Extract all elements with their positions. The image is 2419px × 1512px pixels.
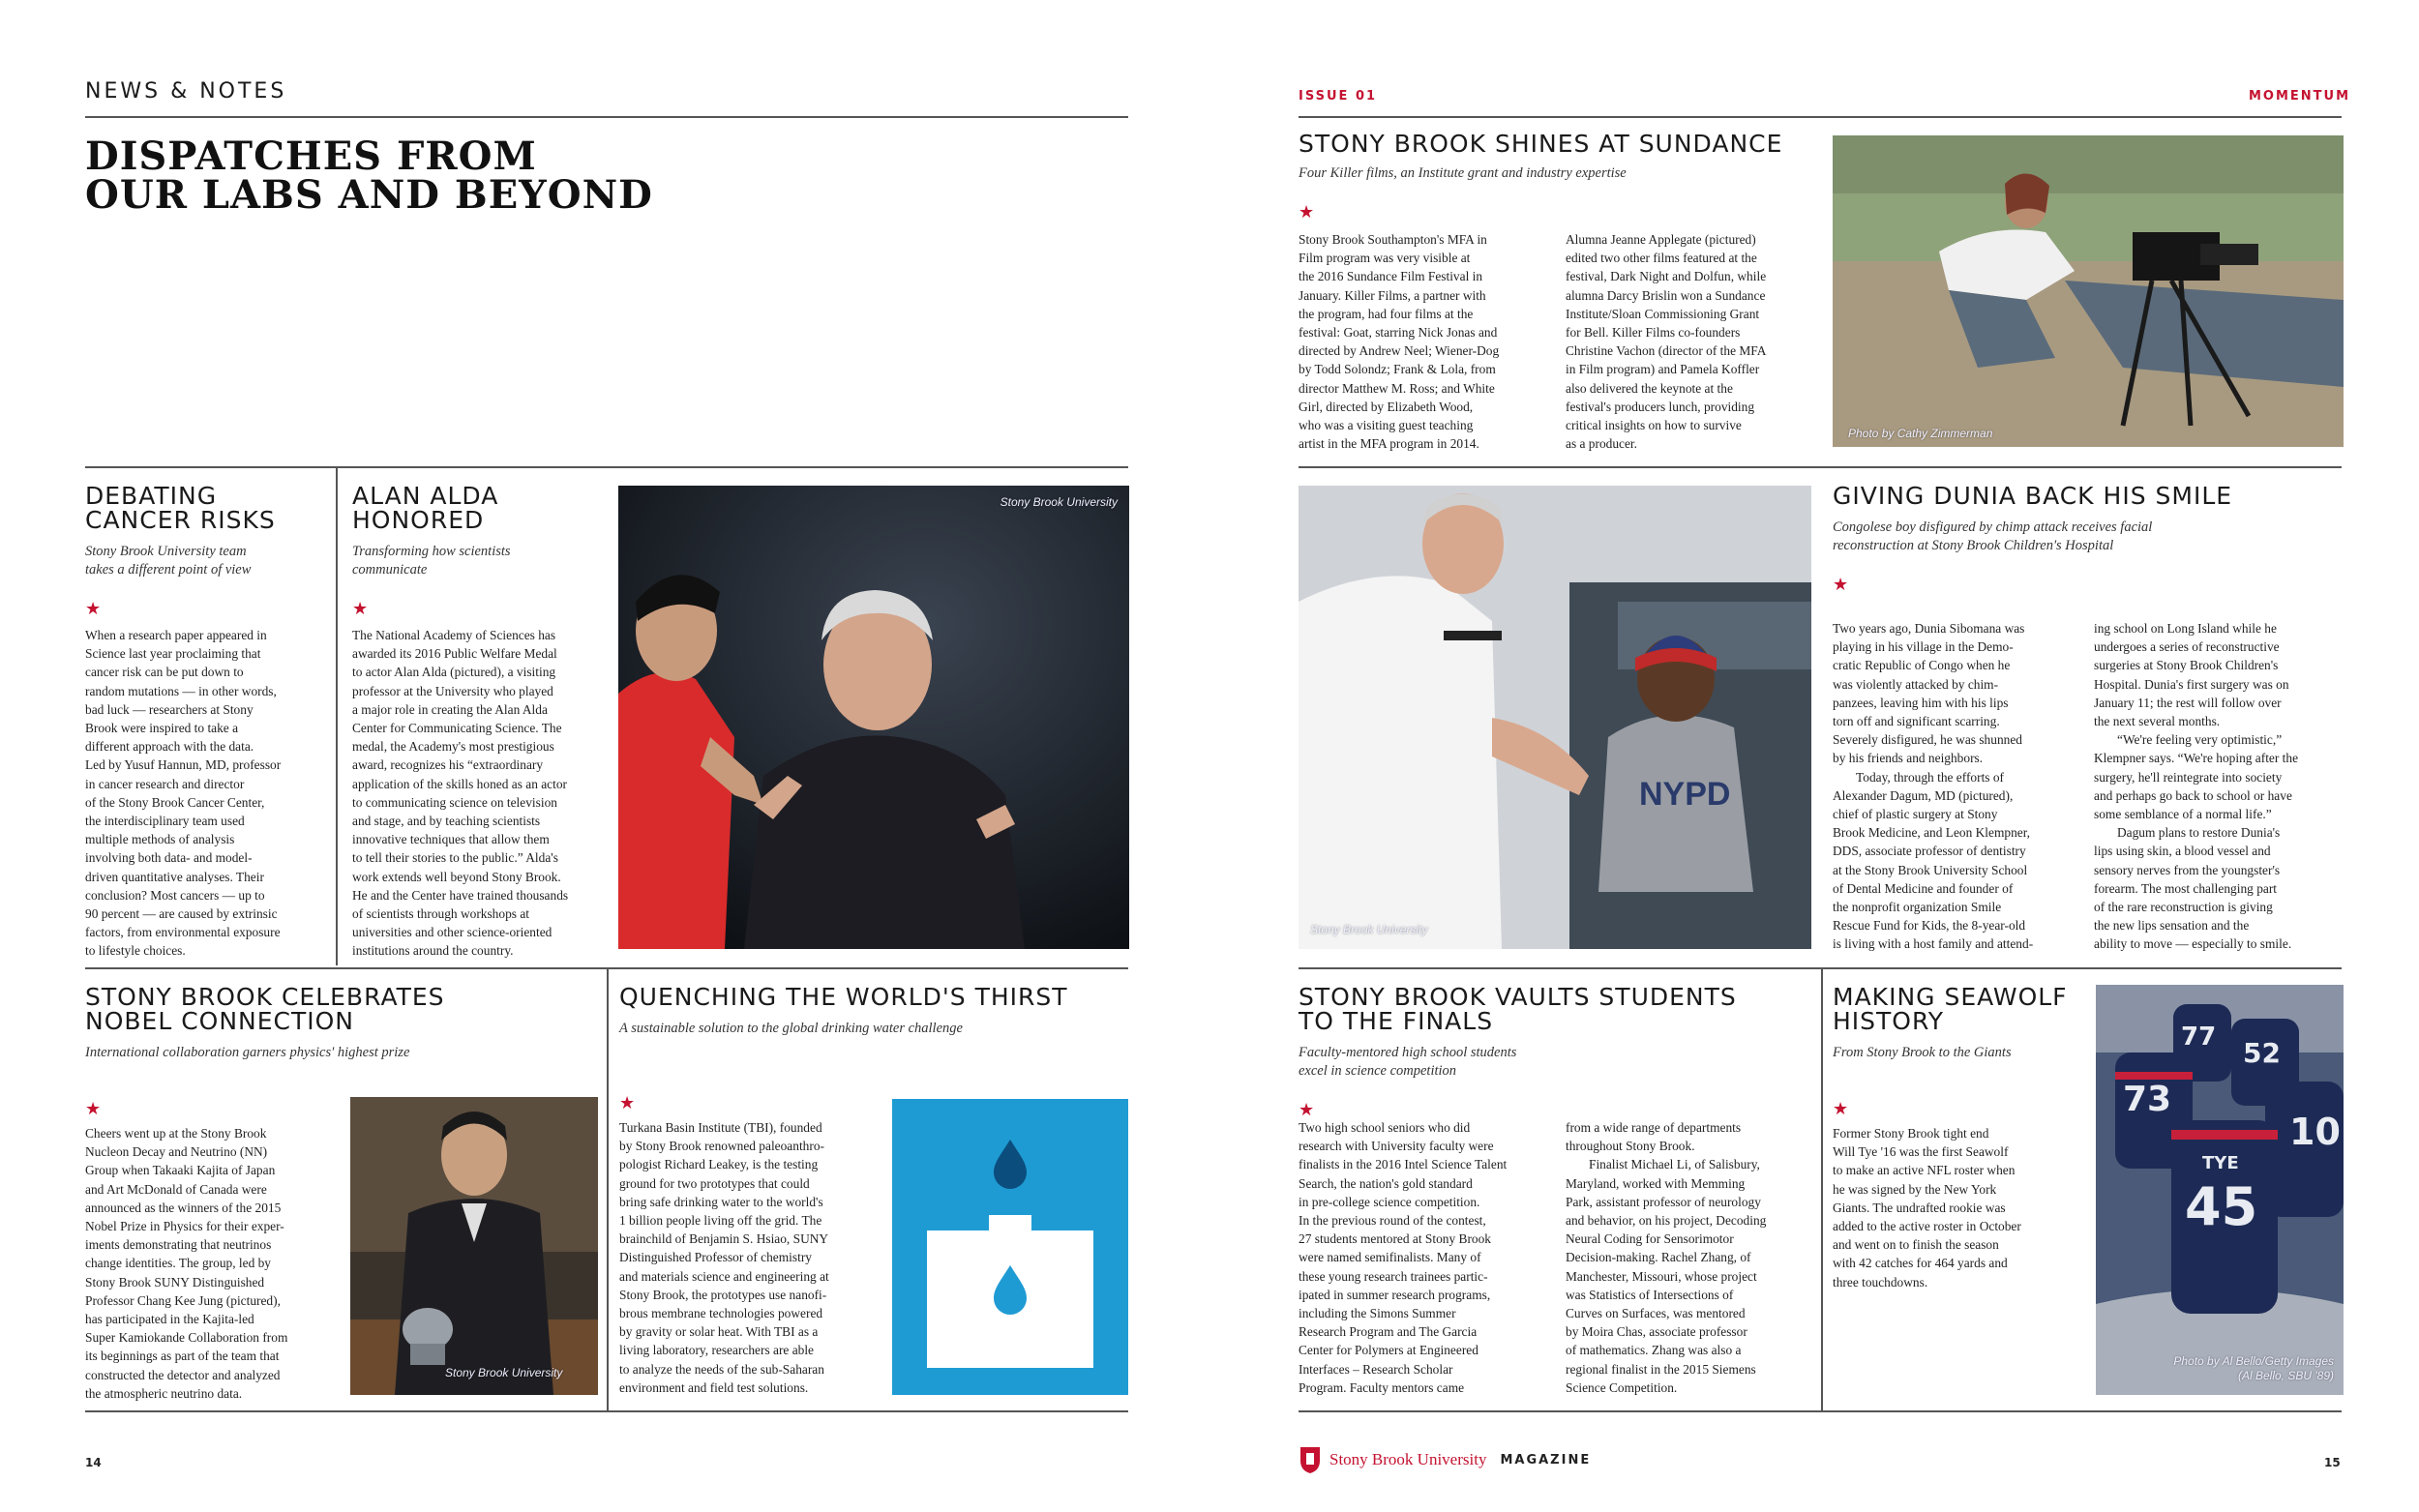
vaults-body-col1: Two high school seniors who did research with University faculty were finalists in the 2016 Intel Science Talent Search, the nation's gold standard in pre-college science competition. In the previous round of the contest, 27 students mentored at Stony Brook were named semifinalists. Many of these young research trainees partic- ipated in summer research programs, including the Simons Summer Research Program and The Garcia Center for Polymers at Engineered Interfaces – Research Scholar Program. Faculty mentors came — [1299, 1120, 1508, 1395]
article-title: QUENCHING THE WORLD'S THIRST — [619, 983, 1068, 1011]
section-divider — [1299, 466, 2342, 468]
doctor-patient-illustration — [1299, 486, 1811, 949]
article-sundance — [1299, 132, 1821, 222]
hoodie-text: NYPD — [1639, 776, 1731, 813]
chang-kee-jung-photo — [350, 1097, 598, 1395]
jersey-number: 73 — [2123, 1080, 2172, 1119]
star-icon: ★ — [1299, 1100, 1315, 1120]
column-divider — [336, 466, 338, 965]
chang-kee-jung-illustration — [350, 1097, 598, 1395]
article-dek: Four Killer films, an Institute grant and industry expertise — [1299, 165, 1627, 181]
star-icon: ★ — [1299, 202, 1315, 222]
giants-photo — [2096, 985, 2344, 1395]
column-divider — [1821, 967, 1823, 1410]
article-title: ALAN ALDA HONORED — [352, 482, 499, 534]
sundance-body-col1: Stony Brook Southampton's MFA in Film program was very visible at the 2016 Sundance Film Festival in January. Killer Films, a partner with the program, had four films at the festival: Goat, starring Nick Jonas and directed by Andrew Neel; Wiener-Dog by Todd Solondz; Frank & Lola, from director Matthew M. Ross; and White Girl, directed by Elizabeth Wood, who was a visiting guest teaching artist in the MFA program in 2014. — [1299, 232, 1500, 452]
column-divider — [607, 967, 609, 1410]
dunia-body-col1: Two years ago, Dunia Sibomana was playing in his village in the Demo- cratic Republic of Congo when he was violently attacked by chim- panzees, leaving him with his lips torn off and significant scarring. Severely disfigured, he was shunned by his friends and neighbors. Today, through the efforts of Alexander Dagum, MD (pictured), chief of plastic surgery at Stony Brook Medicine, and Leon Klempner, DDS, associate professor of dentistry at the Stony Brook University School of Dental Medicine and founder of the nonprofit organization Smile Rescue Fund for Kids, the 8-year-old is living with a host family and attend- — [1833, 621, 2034, 952]
page-number: 15 — [2324, 1456, 2341, 1469]
article-dek: Stony Brook University team takes a different point of view — [85, 544, 252, 578]
vaults-body-col2: from a wide range of departments throughout Stony Brook. Finalist Michael Li, of Salisbury, Maryland, worked with Memming Park, assistant professor of neurology and behavior, on his project, Decoding Neural Coding for Sensorimotor Decision-making. Rachel Zhang, of Manchester, Missouri, whose project was Statistics of Intersections of Curves on Surfaces, was mentored by Moira Chas, associate professor of mathematics. Zhang was also a regional finalist in the 2015 Siemens Science Competition. — [1566, 1120, 1767, 1395]
jersey-number: 77 — [2181, 1023, 2217, 1052]
sundance-body-col2: Alumna Jeanne Applegate (pictured) edited two other films featured at the festival, Dark Night and Dolfun, while alumna Darcy Brislin won a Sundance Institute/Sloan Commissioning Grant for Bell. Killer Films co-founders Christine Vachon (director of the MFA in Film program) and Pamela Koffler also delivered the keynote at the festival's producers lunch, providing critical insights on how to survive as a producer. — [1566, 232, 1767, 452]
jersey-number: 45 — [2185, 1176, 2258, 1237]
dunia-photo — [1299, 486, 1811, 949]
article-title: MAKING SEAWOLF HISTORY — [1833, 983, 2068, 1035]
jersey-number: 52 — [2243, 1037, 2281, 1069]
star-icon: ★ — [352, 599, 369, 619]
photo-credit: Stony Brook University — [1000, 495, 1118, 509]
article-title: STONY BROOK CELEBRATES NOBEL CONNECTION — [85, 983, 445, 1035]
photo-credit: Photo by Al Bello/Getty Images (Al Bello, SBU '89) — [2173, 1354, 2334, 1382]
sundance-photo — [1833, 135, 2344, 447]
article-dek: From Stony Brook to the Giants — [1833, 1045, 2012, 1060]
university-name: Stony Brook University — [1329, 1450, 1487, 1468]
article-cancer-risks — [85, 484, 327, 961]
giants-players-illustration — [2096, 985, 2344, 1395]
star-icon: ★ — [619, 1093, 636, 1113]
article-dek: A sustainable solution to the global drinking water challenge — [619, 1021, 963, 1036]
article-body: Former Stony Brook tight end Will Tye '16 was the first Seawolf to make an active NFL roster when he was signed by the New York Giants. The undrafted rookie was added to the active roster in October and went on to finish the season with 42 catches for 464 yards and three touchdowns. — [1833, 1126, 2021, 1290]
magazine-title: MOMENTUM — [2249, 89, 2351, 104]
alan-alda-photo — [618, 486, 1129, 949]
magazine-label: MAGAZINE — [1500, 1452, 1592, 1468]
jersey-name: TYE — [2202, 1153, 2239, 1173]
footer-rule — [85, 1410, 1128, 1412]
filmmaker-illustration — [1833, 135, 2344, 447]
water-illustration — [892, 1099, 1128, 1395]
article-title: STONY BROOK VAULTS STUDENTS TO THE FINALS — [1299, 983, 1737, 1035]
article-body: Cheers went up at the Stony Brook Nucleon Decay and Neutrino (NN) Group when Takaaki Kajita of Japan and Art McDonald of Canada were announced as the winners of the 2015 Nobel Prize in Physics for their exper- iments demonstrating that neutrinos change identities. The group, led by Stony Brook SUNY Distinguished Professor Chang Kee Jung (pictured), has participated in the Kajita-led Super Kamiokande Collaboration from its beginnings as part of the team that constructed the detector and analyzed the atmospheric neutrino data. — [85, 1126, 288, 1401]
section-divider — [85, 466, 1128, 468]
star-icon: ★ — [85, 599, 102, 619]
article-quenching-thirst — [619, 983, 1068, 1397]
footer-brand — [1299, 1445, 1591, 1474]
star-icon: ★ — [1833, 575, 1849, 595]
section-divider — [1299, 967, 2342, 969]
article-body: When a research paper appeared in Science last year proclaiming that cancer risk can be put down to random mutations — in other words, bad luck — researchers at Stony Brook were inspired to take a different approach with the data. Led by Yusuf Hannun, MD, professor in cancer research and director of the Stony Brook Cancer Center, the interdisciplinary team used multiple methods of analysis involving both data- and model- driven quantitative analyses. Their conclusion? Most cancers — up to 90 percent — are caused by extrinsic factors, from environmental exposure to lifestyle choices. — [85, 628, 282, 959]
photo-credit: Stony Brook University — [1310, 923, 1428, 936]
article-dek: Congolese boy disfigured by chimp attack receives facial reconstruction at Stony Brook Children's Hospital — [1833, 519, 2153, 553]
headline-line-1: DISPATCHES FROM — [85, 133, 537, 179]
article-dek: Transforming how scientists communicate — [352, 544, 511, 578]
article-vaults-students — [1299, 985, 1811, 1119]
headline-line-2: OUR LABS AND BEYOND — [85, 172, 653, 218]
page-number: 14 — [85, 1456, 102, 1469]
photo-credit: Photo by Cathy Zimmerman — [1848, 427, 1993, 440]
jersey-number: 10 — [2289, 1111, 2341, 1153]
page-headline — [85, 133, 653, 218]
university-shield-icon — [1299, 1445, 1322, 1474]
dunia-body-col2: ing school on Long Island while he undergoes a series of reconstructive surgeries at Stony Brook Children's Hospital. Dunia's first surgery was on January 11; the rest will follow over the next several months. “We're feeling very optimistic,” Klempner says. “We're hoping after the surgery, he'll reintegrate into society and perhaps go back to school or have some semblance of a normal life.” Dagum plans to restore Dunia's lips using skin, a blood vessel and sensory nerves from the youngster's forearm. The most challenging part of the rare reconstruction is giving the new lips sensation and the ability to move — especially to smile. — [2094, 621, 2299, 952]
article-dek: International collaboration garners physics' highest prize — [85, 1045, 410, 1060]
issue-label: ISSUE 01 — [1299, 89, 1378, 104]
article-title: DEBATING CANCER RISKS — [85, 482, 276, 534]
article-alan-alda — [352, 484, 609, 961]
article-body: Turkana Basin Institute (TBI), founded by Stony Brook renowned paleoanthro- pologist Richard Leakey, is the testing ground for two prototypes that could bring safe drinking water to the world's 1 billion people living off the grid. The brainchild of Benjamin S. Hsiao, SUNY Distinguished Professor of chemistry and materials science and engineering at Stony Brook, the prototypes use nanofi- brous membrane technologies powered by gravity or solar heat. With TBI as a living laboratory, researchers are able to analyze the needs of the sub-Saharan environment and field test solutions. — [619, 1120, 829, 1395]
header-rule — [85, 116, 1128, 118]
footer-rule — [1299, 1410, 2342, 1412]
star-icon: ★ — [85, 1099, 102, 1119]
photo-credit: Stony Brook University — [445, 1366, 563, 1379]
alan-alda-illustration — [618, 486, 1129, 949]
article-title: GIVING DUNIA BACK HIS SMILE — [1833, 482, 2233, 510]
article-dunia — [1833, 484, 2344, 594]
article-title: STONY BROOK SHINES AT SUNDANCE — [1299, 130, 1783, 158]
water-jug-icon — [892, 1099, 1128, 1395]
article-dek: Faculty-mentored high school students excel in science competition — [1299, 1045, 1517, 1079]
star-icon: ★ — [1833, 1099, 1849, 1119]
header-rule — [1299, 116, 2342, 118]
article-body: The National Academy of Sciences has awarded its 2016 Public Welfare Medal to actor Alan Alda (pictured), a visiting professor at the University who played a major role in creating the Alan Alda Center for Communicating Science. The medal, the Academy's most prestigious award, recognizes his “extraordinary application of the skills honed as an actor to communicating science on television and stage, and by teaching scientists innovative techniques that allow them to tell their stories to the public.” Alda's work extends well beyond Stony Brook. He and the Center have trained thousands of scientists through workshops at universities and other science-oriented institutions around the country. — [352, 628, 569, 959]
article-seawolf-history — [1833, 985, 2084, 1291]
section-label: NEWS & NOTES — [85, 79, 287, 104]
